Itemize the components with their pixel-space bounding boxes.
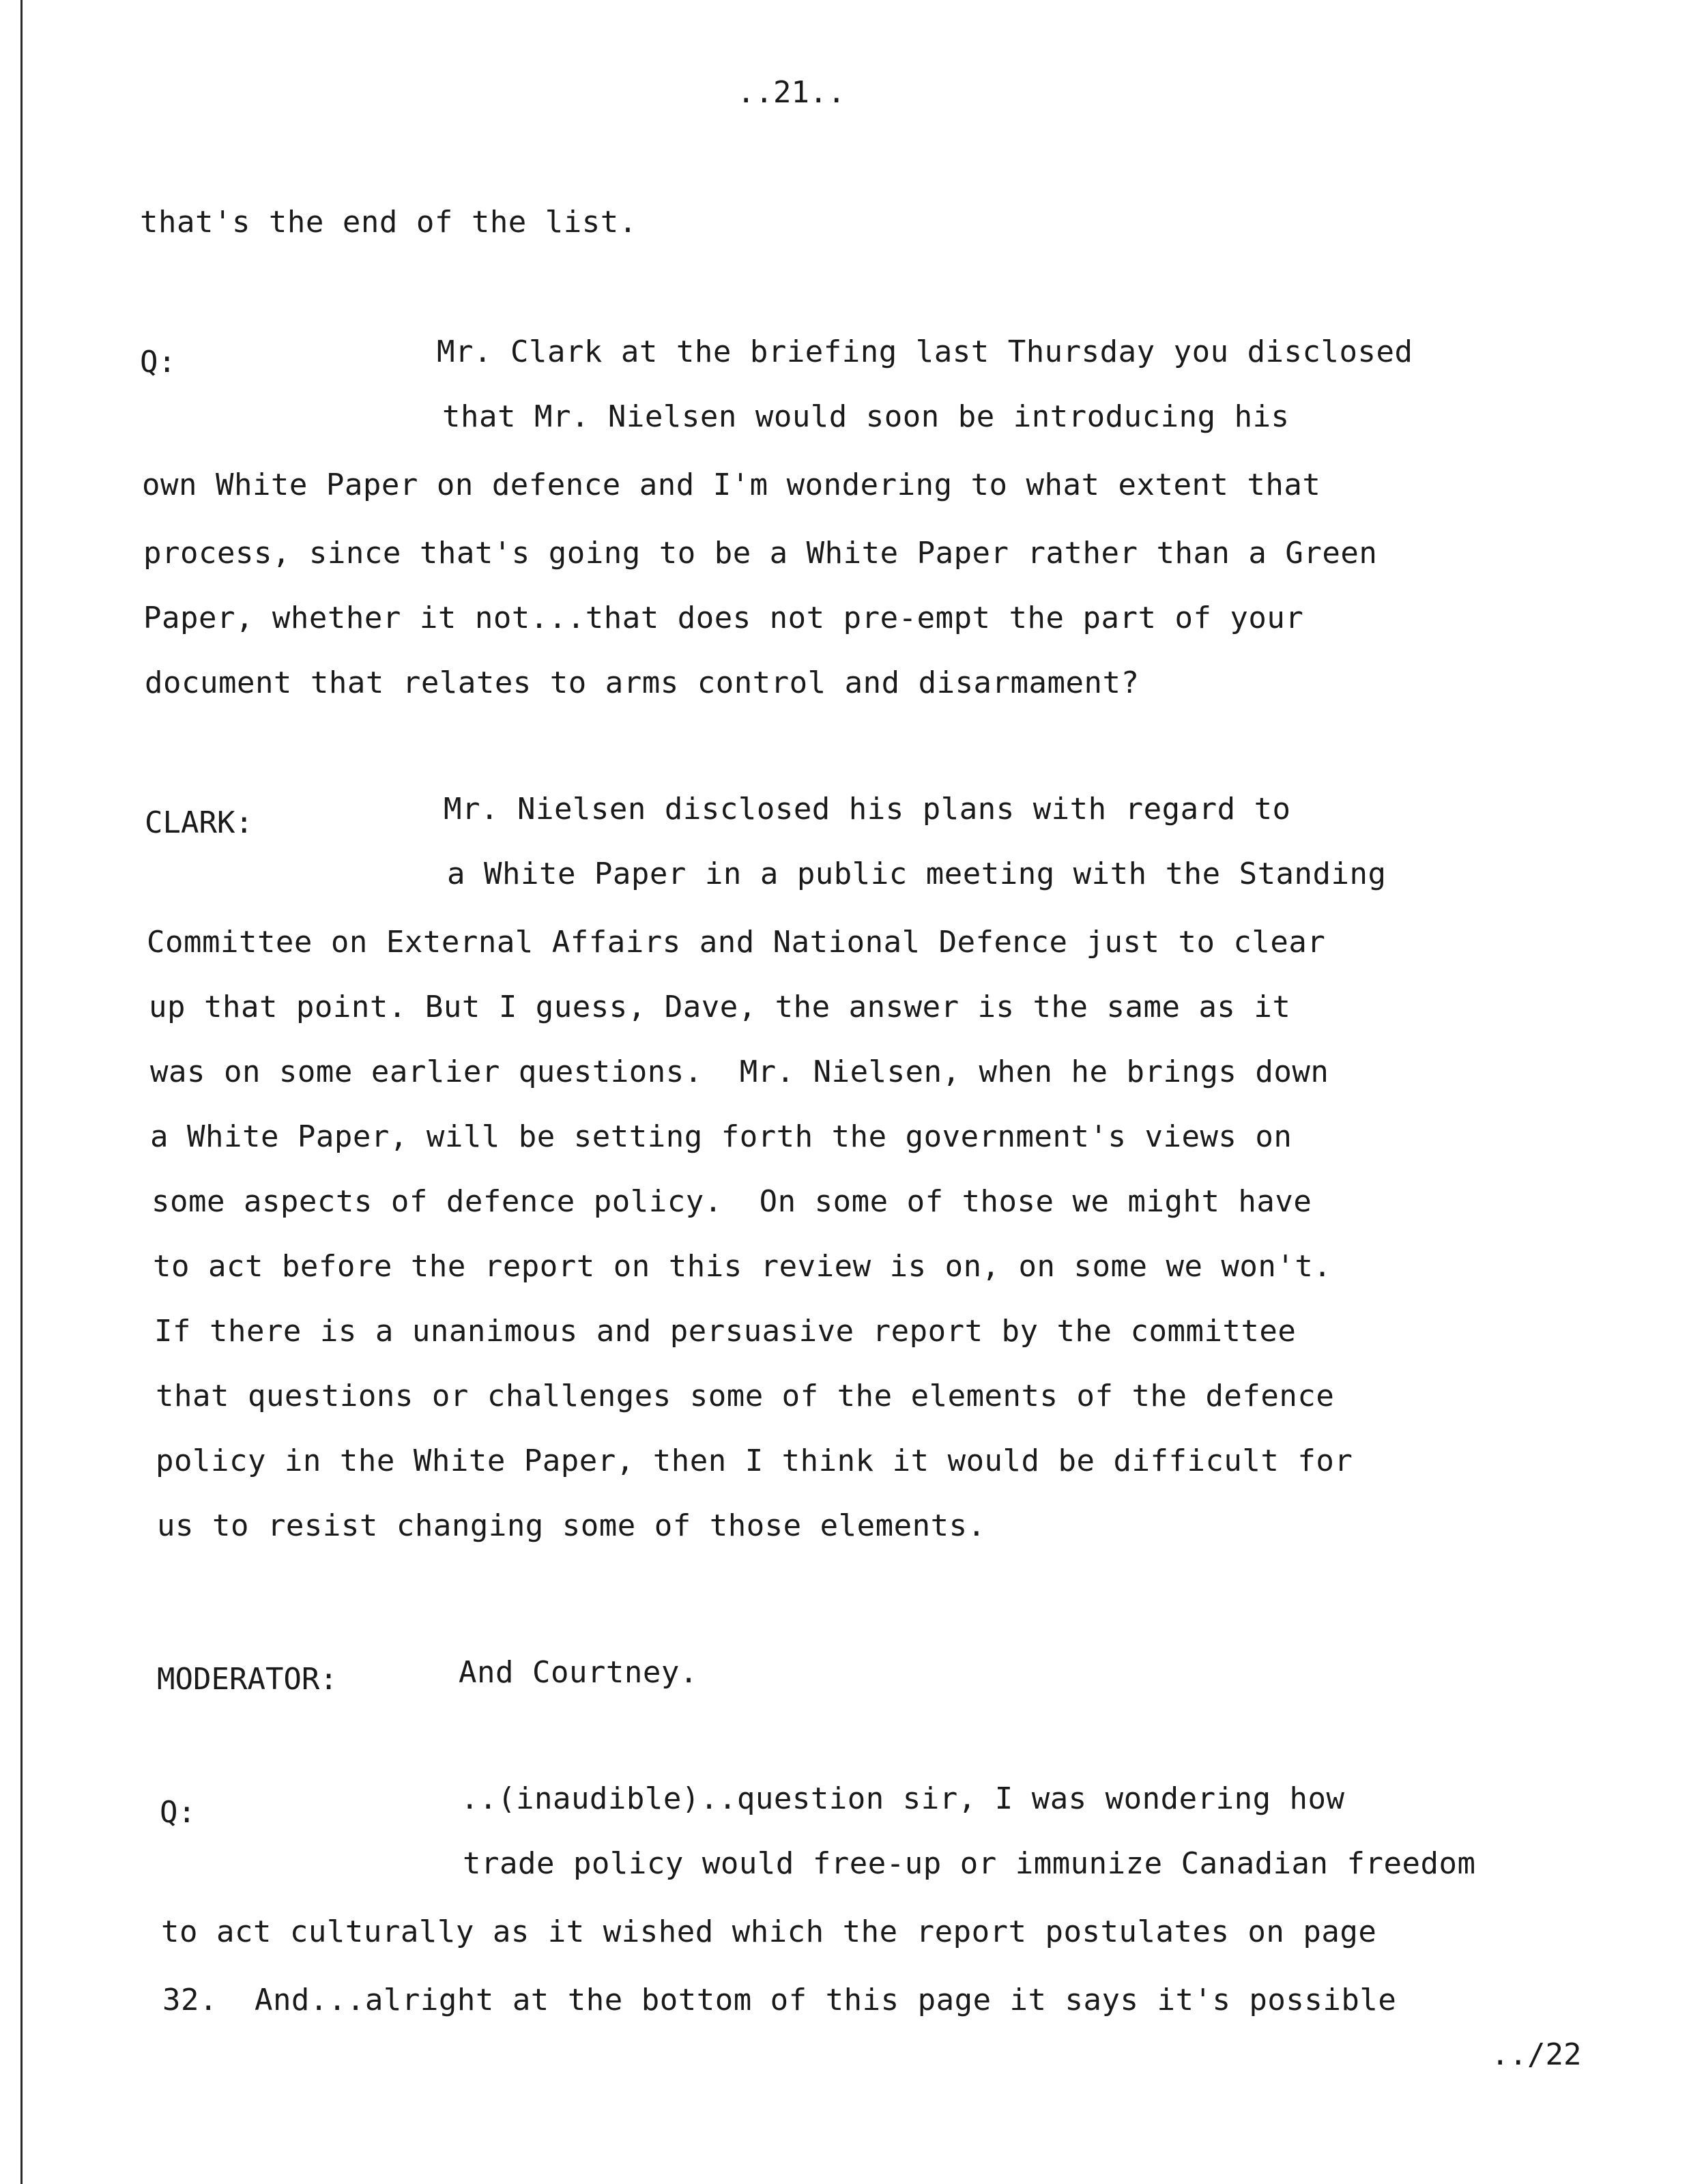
dialogue-line: Mr. Clark at the briefing last Thursday you disclosed — [437, 334, 1413, 369]
dialogue-line: a White Paper, will be setting forth the government's views on — [150, 1119, 1293, 1154]
dialogue-line: was on some earlier questions. Mr. Nielsen, when he brings down — [150, 1054, 1329, 1089]
next-page-marker: ../22 — [1491, 2037, 1582, 2072]
page-number: ..21.. — [737, 75, 846, 110]
binding-margin-line — [20, 0, 23, 2184]
dialogue-line: Paper, whether it not...that does not pre-empt the part of your — [143, 601, 1304, 635]
speaker-label: MODERATOR: — [157, 1662, 338, 1697]
dialogue-line: If there is a unanimous and persuasive report by the committee — [154, 1314, 1297, 1349]
dialogue-line: own White Paper on defence and I'm wondering to what extent that — [142, 468, 1321, 502]
dialogue-line: Committee on External Affairs and National Defence just to clear — [147, 925, 1326, 960]
dialogue-line: Mr. Nielsen disclosed his plans with regard to — [444, 792, 1291, 827]
dialogue-line: us to resist changing some of those elements. — [157, 1508, 986, 1543]
intro-line: that's the end of the list. — [140, 205, 637, 240]
speaker-label: CLARK: — [145, 805, 253, 840]
speaker-label: Q: — [140, 345, 176, 379]
dialogue-line: process, since that's going to be a White Paper rather than a Green — [143, 536, 1378, 571]
dialogue-line: that questions or challenges some of the elements of the defence — [156, 1379, 1335, 1413]
dialogue-line: that Mr. Nielsen would soon be introducing his — [442, 399, 1290, 434]
dialogue-line: And Courtney. — [459, 1655, 698, 1690]
dialogue-line: a White Paper in a public meeting with the Standing — [447, 857, 1387, 891]
dialogue-line: up that point. But I guess, Dave, the answer is the same as it — [149, 990, 1291, 1024]
dialogue-line: policy in the White Paper, then I think it would be difficult for — [156, 1443, 1353, 1478]
dialogue-line: some aspects of defence policy. On some of those we might have — [151, 1184, 1312, 1219]
dialogue-line: ..(inaudible)..question sir, I was wondering how — [461, 1781, 1345, 1816]
dialogue-line: to act culturally as it wished which the report postulates on page — [161, 1914, 1377, 1949]
dialogue-line: to act before the report on this review is on, on some we won't. — [153, 1249, 1332, 1284]
dialogue-line: document that relates to arms control and disarmament? — [145, 665, 1140, 700]
speaker-label: Q: — [160, 1795, 196, 1830]
dialogue-line: trade policy would free-up or immunize Canadian freedom — [463, 1846, 1476, 1881]
dialogue-line: 32. And...alright at the bottom of this page it says it's possible — [162, 1983, 1397, 2017]
